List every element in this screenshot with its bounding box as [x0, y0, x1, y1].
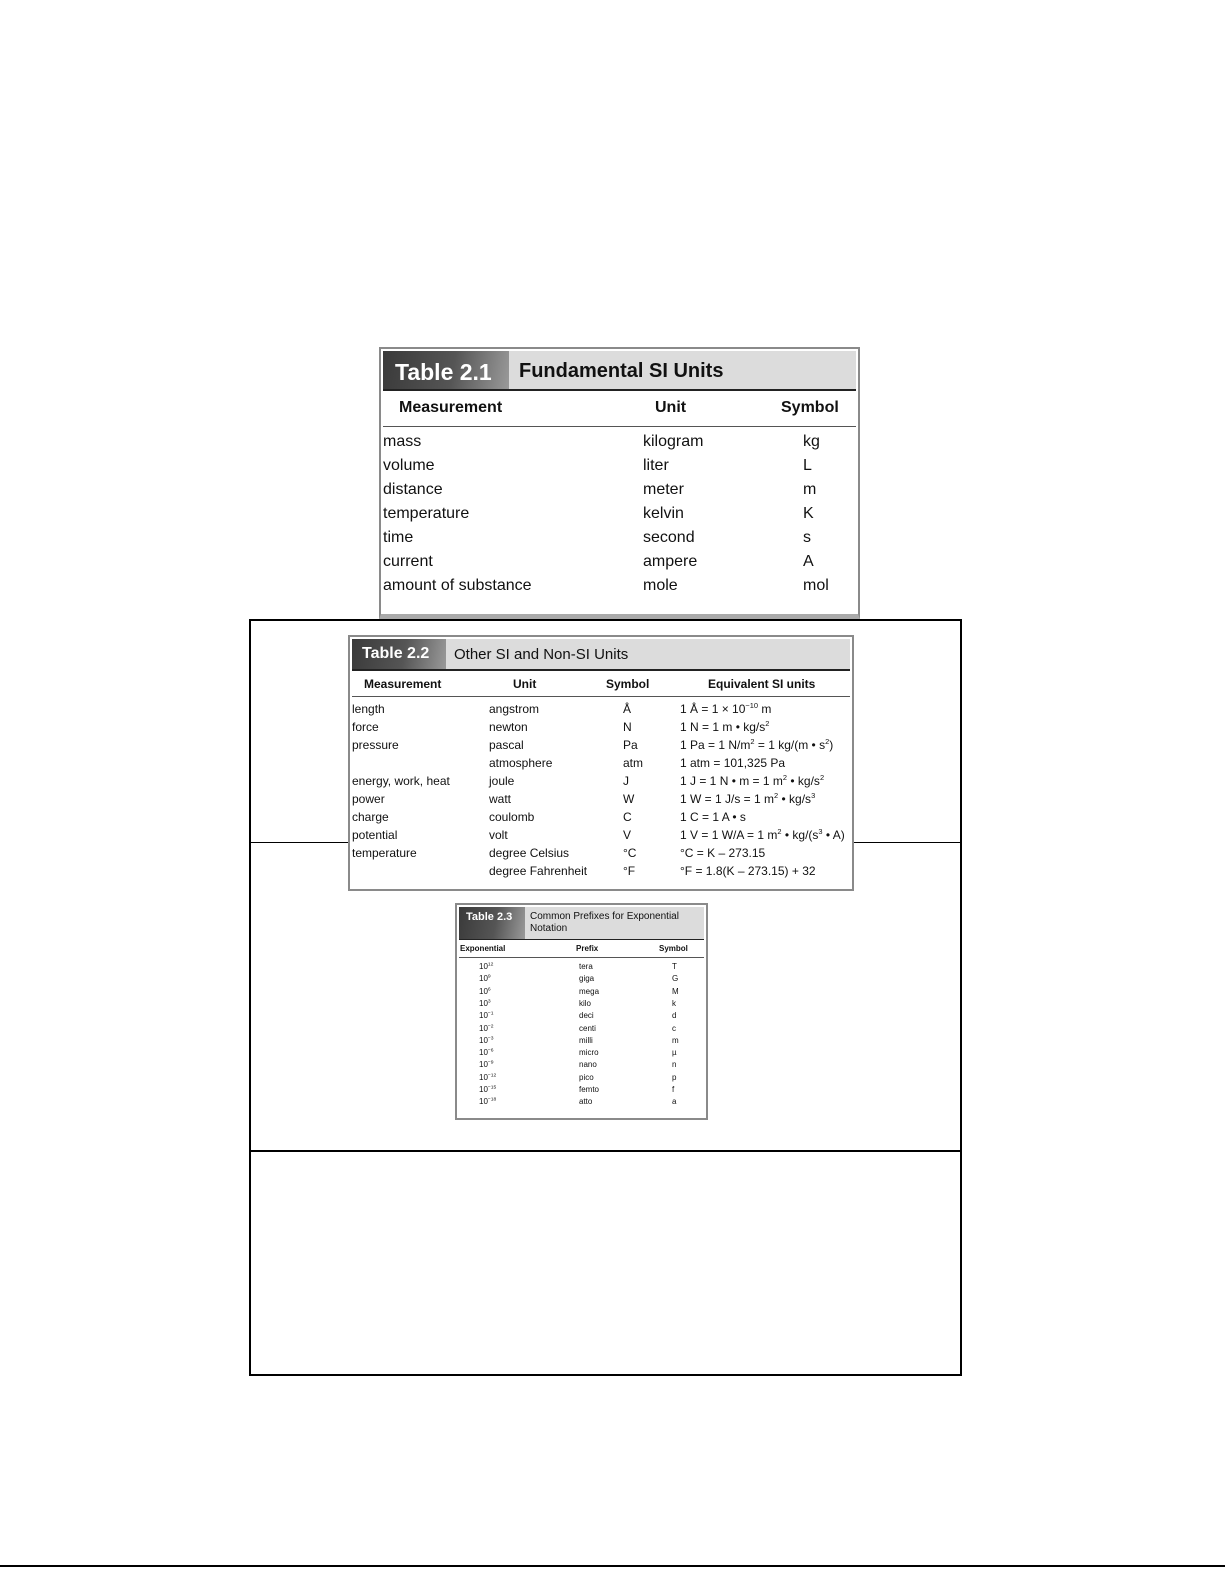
cell-symbol: V	[623, 828, 632, 842]
cell-exponential: $10^{-2}$	[479, 1023, 494, 1033]
cell-unit: second	[643, 529, 695, 546]
cell-equivalent: 1 J = 1 N • m = 1 $m^2$ • $kg/s^2$	[680, 773, 825, 788]
cell-prefix: milli	[579, 1035, 593, 1045]
cell-measurement: charge	[352, 810, 389, 824]
header-rule	[352, 669, 850, 671]
cell-measurement: force	[352, 720, 379, 734]
frame-divider-line	[249, 1150, 962, 1152]
table-other-si-units	[348, 635, 854, 891]
cell-prefix: giga	[579, 974, 595, 984]
cell-prefix: atto	[579, 1097, 593, 1107]
cell-measurement: power	[352, 792, 385, 806]
table-row	[350, 864, 852, 882]
cell-unit: coulomb	[489, 810, 535, 824]
cell-unit: liter	[643, 457, 669, 474]
cell-symbol: m	[803, 481, 817, 498]
cell-symbol: C	[623, 810, 632, 824]
table-row	[350, 828, 852, 846]
cell-unit: pascal	[489, 738, 524, 752]
table-row	[350, 774, 852, 792]
cell-exponential: $10^{-15}$	[479, 1085, 497, 1094]
cell-prefix: micro	[579, 1048, 599, 1058]
cell-unit: watt	[489, 792, 512, 806]
column-header-measurement: Measurement	[399, 399, 503, 416]
table-row	[457, 974, 706, 986]
header-rule	[459, 939, 704, 940]
table-row	[457, 1085, 706, 1097]
column-header-exponential: Exponential	[460, 944, 506, 953]
cell-exponential: $10^{-9}$	[479, 1060, 494, 1070]
table-title: Other SI and Non-SI Units	[454, 646, 629, 663]
column-header-rule	[459, 957, 704, 958]
table-row	[457, 987, 706, 999]
cell-symbol: Pa	[623, 738, 638, 752]
cell-symbol: G	[672, 974, 679, 984]
table-common-prefixes	[455, 903, 708, 1120]
cell-symbol: A	[803, 553, 814, 570]
cell-equivalent: 1 Å = $1 \times 10^{-10}$ m	[680, 701, 772, 716]
table-row	[457, 1036, 706, 1048]
cell-exponential: $10^{12}$	[479, 962, 494, 971]
cell-unit: newton	[489, 720, 528, 734]
cell-prefix: mega	[579, 986, 600, 996]
column-header-symbol: Symbol	[606, 677, 650, 691]
table-title: Fundamental SI Units	[519, 359, 724, 382]
cell-measurement: temperature	[383, 505, 470, 522]
cell-unit: mole	[643, 577, 678, 594]
cell-equivalent: 1 V = 1 W/A = 1 $m^2$ • $kg/(s^3$ • A)	[680, 827, 845, 842]
table-title: Common Prefixes for Exponential Notation	[530, 911, 679, 934]
cell-measurement: pressure	[352, 738, 399, 752]
cell-measurement: length	[352, 702, 385, 716]
cell-unit: meter	[643, 481, 684, 498]
table-row	[381, 481, 858, 505]
cell-prefix: kilo	[579, 998, 592, 1008]
table-row	[457, 1097, 706, 1109]
table-row	[381, 553, 858, 577]
cell-unit: kelvin	[643, 505, 684, 522]
table-row	[457, 1024, 706, 1036]
cell-prefix: deci	[579, 1011, 594, 1021]
table-row	[381, 457, 858, 481]
column-header-rule	[352, 696, 850, 697]
column-header-symbol: Symbol	[659, 944, 688, 953]
cell-measurement: amount of substance	[383, 577, 532, 594]
cell-symbol: L	[803, 457, 812, 474]
column-header-rule	[383, 426, 856, 427]
table-row	[350, 738, 852, 756]
table-number-badge: Table 2.2	[352, 639, 446, 670]
cell-prefix: femto	[579, 1085, 600, 1094]
table-row	[350, 702, 852, 720]
cell-measurement: energy, work, heat	[352, 774, 450, 788]
cell-equivalent: 1 W = 1 J/s = 1 $m^2$ • $kg/s^3$	[680, 791, 816, 806]
table-number-badge: Table 2.3	[459, 907, 525, 939]
column-header-prefix: Prefix	[576, 944, 599, 953]
cell-symbol: T	[672, 962, 677, 971]
table-row	[350, 756, 852, 774]
cell-symbol: mol	[803, 577, 829, 594]
column-header-measurement: Measurement	[364, 677, 442, 691]
table-row	[457, 1073, 706, 1085]
frame-right-line	[960, 619, 962, 1376]
cell-unit: angstrom	[489, 702, 540, 716]
frame-top-line	[249, 619, 962, 621]
cell-measurement: current	[383, 553, 433, 570]
table-row	[381, 433, 858, 457]
cell-symbol: W	[623, 792, 635, 806]
cell-prefix: pico	[579, 1072, 594, 1082]
cell-equivalent: 1 atm = 101,325 Pa	[680, 756, 786, 770]
table-row	[457, 1011, 706, 1023]
frame-left-line	[249, 619, 251, 1376]
cell-unit: joule	[489, 774, 515, 788]
cell-exponential: $10^{-1}$	[479, 1011, 494, 1021]
cell-measurement: temperature	[352, 846, 417, 860]
table-number-badge: Table 2.1	[383, 351, 509, 391]
cell-equivalent: 1 N = 1 m • $kg/s^2$	[680, 719, 770, 734]
column-header-unit: Unit	[513, 677, 537, 691]
header-rule	[383, 389, 856, 391]
cell-symbol: c	[672, 1023, 676, 1033]
cell-exponential: $10^6$	[479, 986, 491, 996]
cell-symbol: d	[672, 1011, 677, 1021]
cell-symbol: k	[672, 998, 676, 1008]
cell-exponential: $10^9$	[479, 974, 491, 984]
cell-symbol: J	[623, 774, 629, 788]
cell-symbol: µ	[672, 1048, 677, 1058]
cell-symbol: f	[672, 1085, 675, 1094]
table-row	[457, 1048, 706, 1060]
cell-symbol: p	[672, 1072, 677, 1082]
page-bottom-rule	[0, 1565, 1225, 1567]
cell-measurement: potential	[352, 828, 398, 842]
cell-unit: ampere	[643, 553, 698, 570]
cell-measurement: mass	[383, 433, 422, 450]
cell-exponential: $10^3$	[479, 998, 491, 1008]
cell-measurement: distance	[383, 481, 443, 498]
cell-symbol: s	[803, 529, 811, 546]
cell-prefix: nano	[579, 1060, 597, 1070]
cell-symbol: M	[672, 986, 679, 996]
cell-equivalent: °C = K – 273.15	[680, 846, 766, 860]
table-row	[457, 999, 706, 1011]
cell-symbol: K	[803, 505, 814, 522]
cell-unit: kilogram	[643, 433, 704, 450]
column-header-equivalent: Equivalent SI units	[708, 677, 816, 691]
cell-equivalent: 1 C = 1 A • s	[680, 810, 746, 824]
cell-symbol: N	[623, 720, 632, 734]
cell-symbol: °F	[623, 864, 636, 878]
table-row	[457, 962, 706, 974]
cell-symbol: m	[672, 1035, 679, 1045]
table-row	[350, 792, 852, 810]
cell-exponential: $10^{-6}$	[479, 1048, 494, 1058]
cell-exponential: $10^{-18}$	[479, 1097, 497, 1107]
table-fundamental-si-units	[379, 347, 860, 619]
cell-symbol: n	[672, 1060, 677, 1070]
table-row	[381, 577, 858, 601]
frame-bottom-line	[249, 1374, 962, 1376]
cell-prefix: centi	[579, 1023, 596, 1033]
cell-measurement: time	[383, 529, 414, 546]
column-header-symbol: Symbol	[781, 399, 839, 416]
cell-unit: atmosphere	[489, 756, 553, 770]
cell-unit: degree Celsius	[489, 846, 570, 860]
table-row	[350, 846, 852, 864]
table-row	[381, 529, 858, 553]
cell-symbol: °C	[623, 846, 637, 860]
table-row	[350, 810, 852, 828]
cell-equivalent: 1 Pa = 1 $N/m^2 = 1$ kg/(m • $s^2$)	[680, 737, 834, 752]
cell-symbol: kg	[803, 433, 820, 450]
table-row	[457, 1060, 706, 1072]
cell-exponential: $10^{-3}$	[479, 1035, 494, 1045]
table-row	[350, 720, 852, 738]
cell-unit: volt	[489, 828, 508, 842]
cell-equivalent: °F = 1.8(K – 273.15) + 32	[680, 864, 816, 878]
table-header-bar	[352, 639, 850, 670]
cell-symbol: a	[672, 1097, 677, 1107]
table-header-bar	[383, 351, 856, 391]
cell-unit: degree Fahrenheit	[489, 864, 588, 878]
cell-measurement: volume	[383, 457, 435, 474]
cell-symbol: atm	[623, 756, 644, 770]
cell-exponential: $10^{-12}$	[479, 1072, 497, 1082]
table-row	[381, 505, 858, 529]
table-header-bar	[459, 907, 704, 939]
cell-symbol: Å	[623, 702, 632, 716]
column-header-unit: Unit	[655, 399, 687, 416]
cell-prefix: tera	[579, 962, 593, 971]
